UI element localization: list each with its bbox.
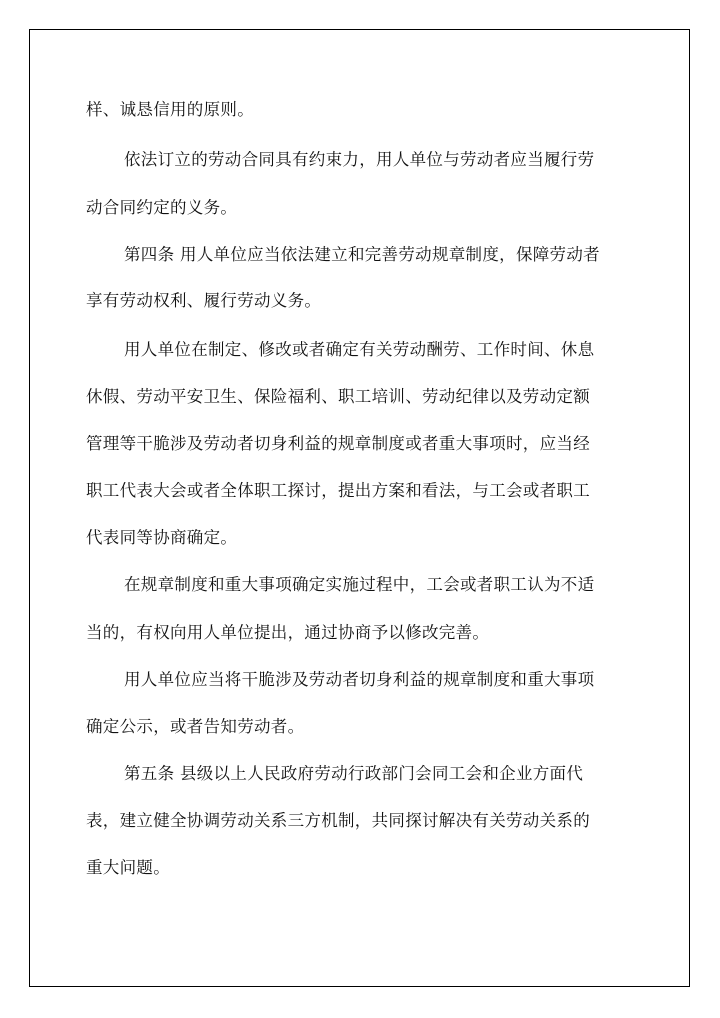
text-line: 休假、劳动平安卫生、保险福利、职工培训、劳动纪律以及劳动定额 xyxy=(86,387,590,406)
text-line: 样、诚恳信用的原则。 xyxy=(86,100,254,119)
text-line: 职工代表大会或者全体职工探讨，提出方案和看法，与工会或者职工 xyxy=(86,481,590,500)
text-line: 在规章制度和重大事项确定实施过程中，工会或者职工认为不适 xyxy=(124,575,595,594)
text-line: 用人单位应当将干脆涉及劳动者切身利益的规章制度和重大事项 xyxy=(124,670,595,689)
text-line: 第四条 用人单位应当依法建立和完善劳动规章制度，保障劳动者 xyxy=(124,245,600,264)
text-line: 依法订立的劳动合同具有约束力，用人单位与劳动者应当履行劳 xyxy=(124,150,595,169)
text-line: 管理等干脆涉及劳动者切身利益的规章制度或者重大事项时，应当经 xyxy=(86,434,590,453)
text-line: 确定公示，或者告知劳动者。 xyxy=(86,717,305,736)
text-line: 重大问题。 xyxy=(86,858,170,877)
text-line: 享有劳动权利、履行劳动义务。 xyxy=(86,291,322,310)
text-line: 代表同等协商确定。 xyxy=(86,528,238,547)
text-line: 第五条 县级以上人民政府劳动行政部门会同工会和企业方面代 xyxy=(124,764,584,783)
page-border xyxy=(29,29,690,987)
text-line: 当的，有权向用人单位提出，通过协商予以修改完善。 xyxy=(86,623,490,642)
text-line: 表，建立健全协调劳动关系三方机制，共同探讨解决有关劳动关系的 xyxy=(86,811,590,830)
text-line: 动合同约定的义务。 xyxy=(86,198,238,217)
text-line: 用人单位在制定、修改或者确定有关劳动酬劳、工作时间、休息 xyxy=(124,340,595,359)
